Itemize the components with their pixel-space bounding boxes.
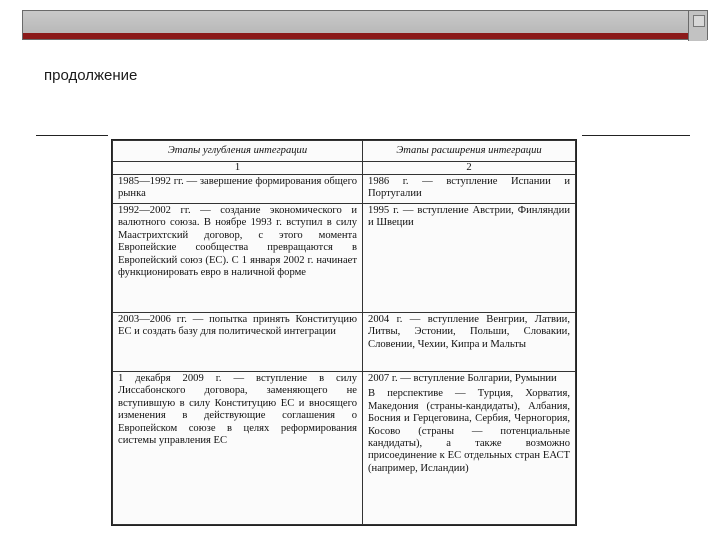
title-bar: [22, 10, 708, 40]
divider-right: [582, 135, 690, 136]
table-row: [113, 175, 576, 204]
row-4-enlargement-outlook: В перспективе — Турция, Хорватия, Македония (страны-кандидаты), Албания, Босния и Герцеговина, Сербия, Черногория, Косово (страны — потенциальные кандидаты), а также возможно присоединение к ЕС отдельных стран ЕАСТ (например, Исландии): [368, 388, 570, 474]
column-number-row: [113, 162, 576, 175]
row-1-deepening: 1985—1992 гг. — завершение формирования общего рынка: [113, 175, 363, 204]
row-3-enlargement: [363, 313, 576, 372]
header-enlargement: Этапы расширения интеграции: [363, 141, 576, 162]
header-deepening: Этапы углубления интеграции: [113, 141, 363, 162]
row-4-deepening: 1 декабря 2009 г. — вступление в силу Лиссабонского договора, заменяющего не вступившую в силу Конституцию ЕС и вносящего изменения в действующие соглашения о Европейском союзе в целях реформирования системы управления ЕС: [113, 372, 363, 525]
row-4-enlargement-text: 2007 г. — вступление Болгарии, Румынии: [368, 373, 557, 384]
header-row: [113, 141, 576, 162]
title-bar-accent-stripe: [23, 33, 707, 39]
row-1-enlargement: [363, 175, 576, 204]
row-4-enlargement: [363, 372, 576, 525]
row-2-enlargement-text: 1995 г. — вступление Австрии, Финляндии и Швеции: [368, 205, 570, 229]
corner-square-icon: [693, 15, 705, 27]
table-row: [113, 372, 576, 525]
column-number-1: 1: [113, 162, 363, 175]
row-2-deepening: 1992—2002 гг. — создание экономического и валютного союза. В ноябре 1993 г. вступил в силу Маастрихтский договор, с этого момента Европейские сообщества превращаются в Европейский союз (ЕС). С 1 января 2002 г. начинает функционировать евро в наличной форме: [113, 204, 363, 313]
row-2-enlargement: [363, 204, 576, 313]
corner-decoration: [688, 11, 707, 41]
table-row: [113, 313, 576, 372]
row-3-deepening: 2003—2006 гг. — попытка принять Конституцию ЕС и создать базу для политической интеграции: [113, 313, 363, 372]
integration-stages-table: [111, 139, 577, 526]
slide-subtitle: продолжение: [44, 67, 138, 84]
table-row: [113, 204, 576, 313]
row-3-enlargement-text: 2004 г. — вступление Венгрии, Латвии, Литвы, Эстонии, Польши, Словакии, Словении, Чехии, Кипра и Мальты: [368, 314, 570, 350]
divider-left: [36, 135, 108, 136]
row-1-enlargement-text: 1986 г. — вступление Испании и Португалии: [368, 176, 570, 200]
column-number-2: 2: [363, 162, 576, 175]
